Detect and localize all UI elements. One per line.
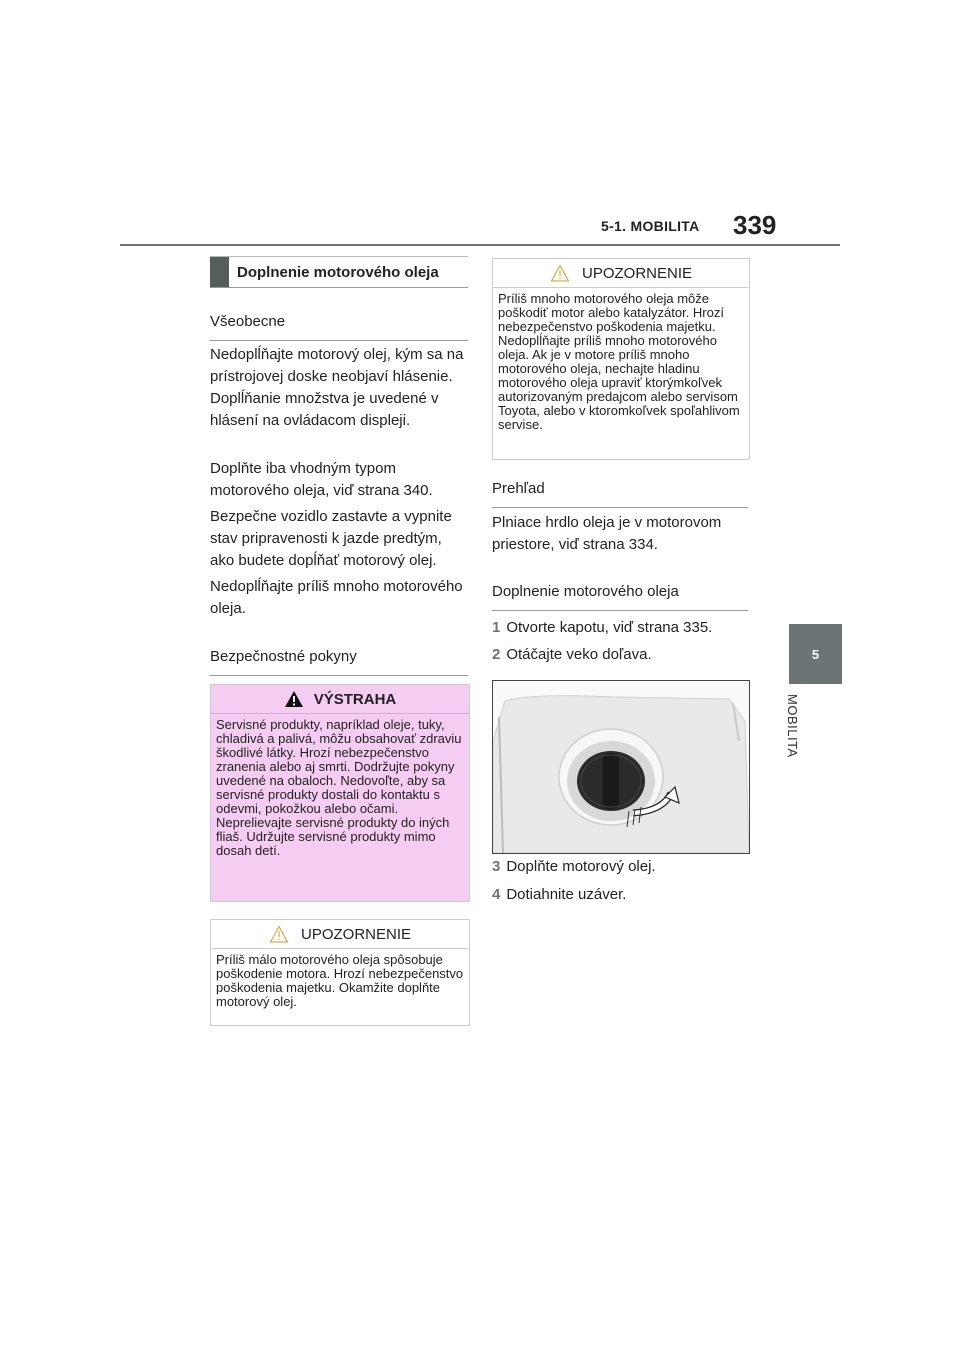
warning-header (211, 685, 469, 714)
step-number: 1 (492, 619, 501, 636)
heading-marker (210, 257, 229, 287)
step-number: 2 (492, 646, 501, 663)
step-text: Doplňte motorový olej. (506, 858, 656, 875)
subhead-safety: Bezpečnostné pokyny (210, 648, 468, 676)
notice-box-left (210, 919, 470, 1026)
step-text: Otáčajte veko doľava. (506, 646, 652, 663)
notice-header (493, 259, 749, 288)
page-number: 339 (733, 210, 777, 240)
section-heading (210, 256, 468, 288)
caution-triangle-icon (269, 925, 289, 943)
chapter-number: 5 (811, 646, 820, 662)
notice-text: Príliš mnoho motorového oleja môže poškodiť motor alebo katalyzátor. Hrozí nebezpečenstvo poškodenia majetku. Nedoplĺňajte príliš mnoho motorového oleja. Ak je v motore príliš mnoho motorového oleja, nechajte hladinu motorového oleja upraviť ktorýmkoľvek autorizovaným predajcom alebo servisom Toyota, alebo v ktoromkoľvek spoľahlivom servise. (498, 291, 740, 432)
section-title: 5-1. MOBILITA (601, 218, 700, 234)
overview-paragraph: Plniace hrdlo oleja je v motorovom priestore, viď strana 334. (492, 514, 722, 553)
notice-title: UPOZORNENIE (300, 925, 411, 943)
paragraph-4: Nedoplĺňajte príliš mnoho motorového oleja. (210, 578, 463, 617)
oil-cap-illustration (492, 680, 750, 854)
step-text: Otvorte kapotu, viď strana 335. (506, 619, 713, 636)
step-item (492, 886, 626, 903)
warning-triangle-icon (284, 690, 304, 708)
notice-box-right (492, 258, 750, 460)
step-text: Dotiahnite uzáver. (506, 886, 627, 903)
notice-text: Príliš málo motorového oleja spôsobuje poškodenie motora. Hrozí nebezpečenstvo poškodenia majetku. Okamžite doplňte motorový olej. (216, 952, 464, 1009)
warning-title: VÝSTRAHA (313, 690, 397, 708)
warning-text: Servisné produkty, napríklad oleje, tuky, chladivá a palivá, môžu obsahovať zdraviu škodlivé látky. Hrozí nebezpečenstvo zranenia alebo aj smrti. Dodržujte pokyny uvedené na obaloch. Nedovoľte, aby sa servisné produkty dostali do kontaktu s odevmi, pokožkou alebo očami. Neprelievajte servisné produkty do iných fliaš. Udržujte servisné produkty mimo dosah detí. (216, 717, 462, 858)
paragraph-3: Bezpečne vozidlo zastavte a vypnite stav pripravenosti k jazde predtým, ako budete dopĺňať motorový olej. (210, 508, 452, 569)
chapter-label-text: MOBILITA (785, 694, 800, 758)
paragraph-1: Nedoplĺňajte motorový olej, kým sa na prístrojovej doske neobjaví hlásenie. Doplĺňanie množstva je uvedené v hlásení na ovládacom displeji. (210, 346, 464, 429)
warning-box (210, 684, 470, 902)
step-item (492, 646, 652, 663)
caution-triangle-icon (550, 264, 570, 282)
step-number: 3 (492, 858, 501, 875)
chapter-label (782, 694, 804, 784)
notice-header (211, 920, 469, 949)
subhead-overview: Prehľad (492, 480, 748, 508)
subhead-fill: Doplnenie motorového oleja (492, 583, 748, 611)
subhead-general: Všeobecne (210, 313, 468, 341)
step-item (492, 619, 712, 636)
notice-title: UPOZORNENIE (581, 264, 692, 282)
step-item (492, 858, 656, 875)
step-number: 4 (492, 886, 501, 903)
header-divider (120, 244, 840, 246)
heading-text: Doplnenie motorového oleja (237, 263, 439, 281)
chapter-tab (789, 624, 842, 684)
paragraph-2: Doplňte iba vhodným typom motorového oleja, viď strana 340. (210, 460, 433, 499)
